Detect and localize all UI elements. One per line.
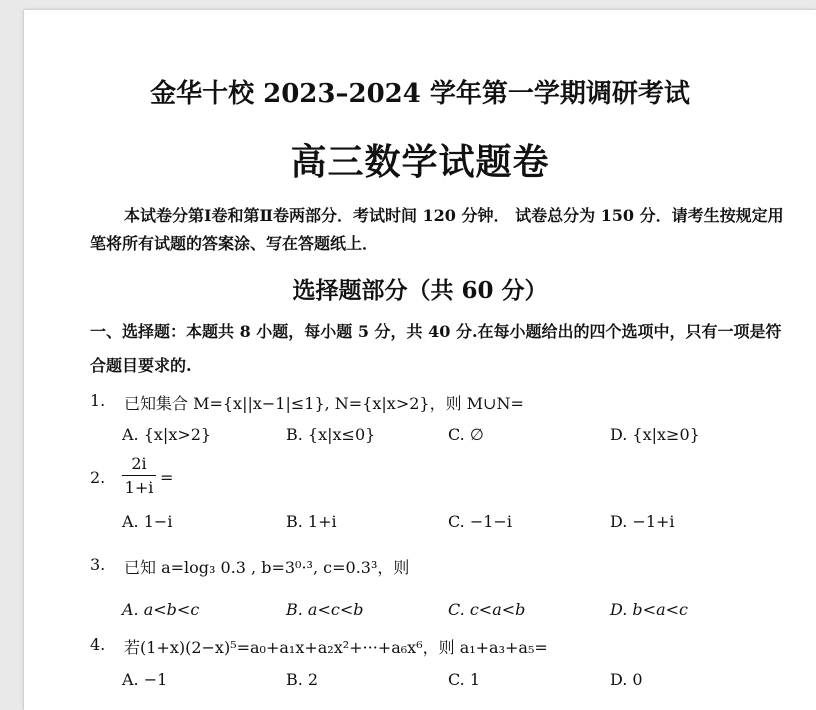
question-1-text: 已知集合 M={x||x−1|≤1}, N={x|x>2}，则 M∪N=	[124, 394, 524, 413]
question-4-text: 若(1+x)(2−x)⁵=a₀+a₁x+a₂x²+···+a₆x⁶，则 a₁+a₃+a₅=	[124, 638, 548, 657]
question-4-option-a: A. −1	[122, 670, 168, 689]
question-3-option-a: A. a<b<c	[122, 600, 200, 619]
question-2-option-d: D. −1+i	[610, 512, 675, 531]
question-4-option-d: D. 0	[610, 670, 643, 689]
question-2-option-c: C. −1−i	[448, 512, 512, 531]
instructions-line-2: 合题目要求的.	[90, 356, 192, 375]
exam-header: 金华十校 2023–2024 学年第一学期调研考试	[150, 79, 690, 109]
question-3-number: 3.	[90, 555, 106, 574]
intro-line-1: 本试卷分第Ⅰ卷和第Ⅱ卷两部分．考试时间 120 分钟． 试卷总分为 150 分．请考生按规定用	[124, 206, 784, 225]
question-2-denominator: 1+i	[124, 478, 154, 497]
question-2-numerator: 2i	[131, 454, 147, 473]
question-3-text: 已知 a=log₃ 0.3 , b=3⁰·³, c=0.3³，则	[124, 558, 410, 577]
question-4-number: 4.	[90, 635, 106, 654]
paper-title: 高三数学试题卷	[290, 141, 550, 183]
question-2-equals: =	[160, 468, 174, 487]
question-1-option-c: C. ∅	[448, 425, 484, 444]
question-3-option-c: C. c<a<b	[448, 600, 526, 619]
question-2-fraction	[122, 454, 156, 497]
instructions-line-1: 一、选择题：本题共 8 小题，每小题 5 分，共 40 分.在每小题给出的四个选项中，只有一项是符	[90, 322, 782, 341]
question-2-option-a: A. 1−i	[122, 512, 173, 531]
intro-line-2: 笔将所有试题的答案涂、写在答题纸上．	[90, 234, 379, 253]
question-3-option-d: D. b<a<c	[610, 600, 688, 619]
question-1-option-a: A. {x|x>2}	[122, 425, 212, 444]
question-2-number: 2.	[90, 468, 106, 487]
fraction-bar	[122, 475, 156, 476]
question-4-option-b: B. 2	[286, 670, 319, 689]
question-2-option-b: B. 1+i	[286, 512, 337, 531]
question-4-option-c: C. 1	[448, 670, 481, 689]
question-1-option-d: D. {x|x≥0}	[610, 425, 700, 444]
section-title: 选择题部分（共 60 分）	[292, 277, 548, 304]
question-1-number: 1.	[90, 391, 106, 410]
document-page	[24, 10, 816, 710]
question-1-option-b: B. {x|x≤0}	[286, 425, 376, 444]
question-3-option-b: B. a<c<b	[286, 600, 364, 619]
